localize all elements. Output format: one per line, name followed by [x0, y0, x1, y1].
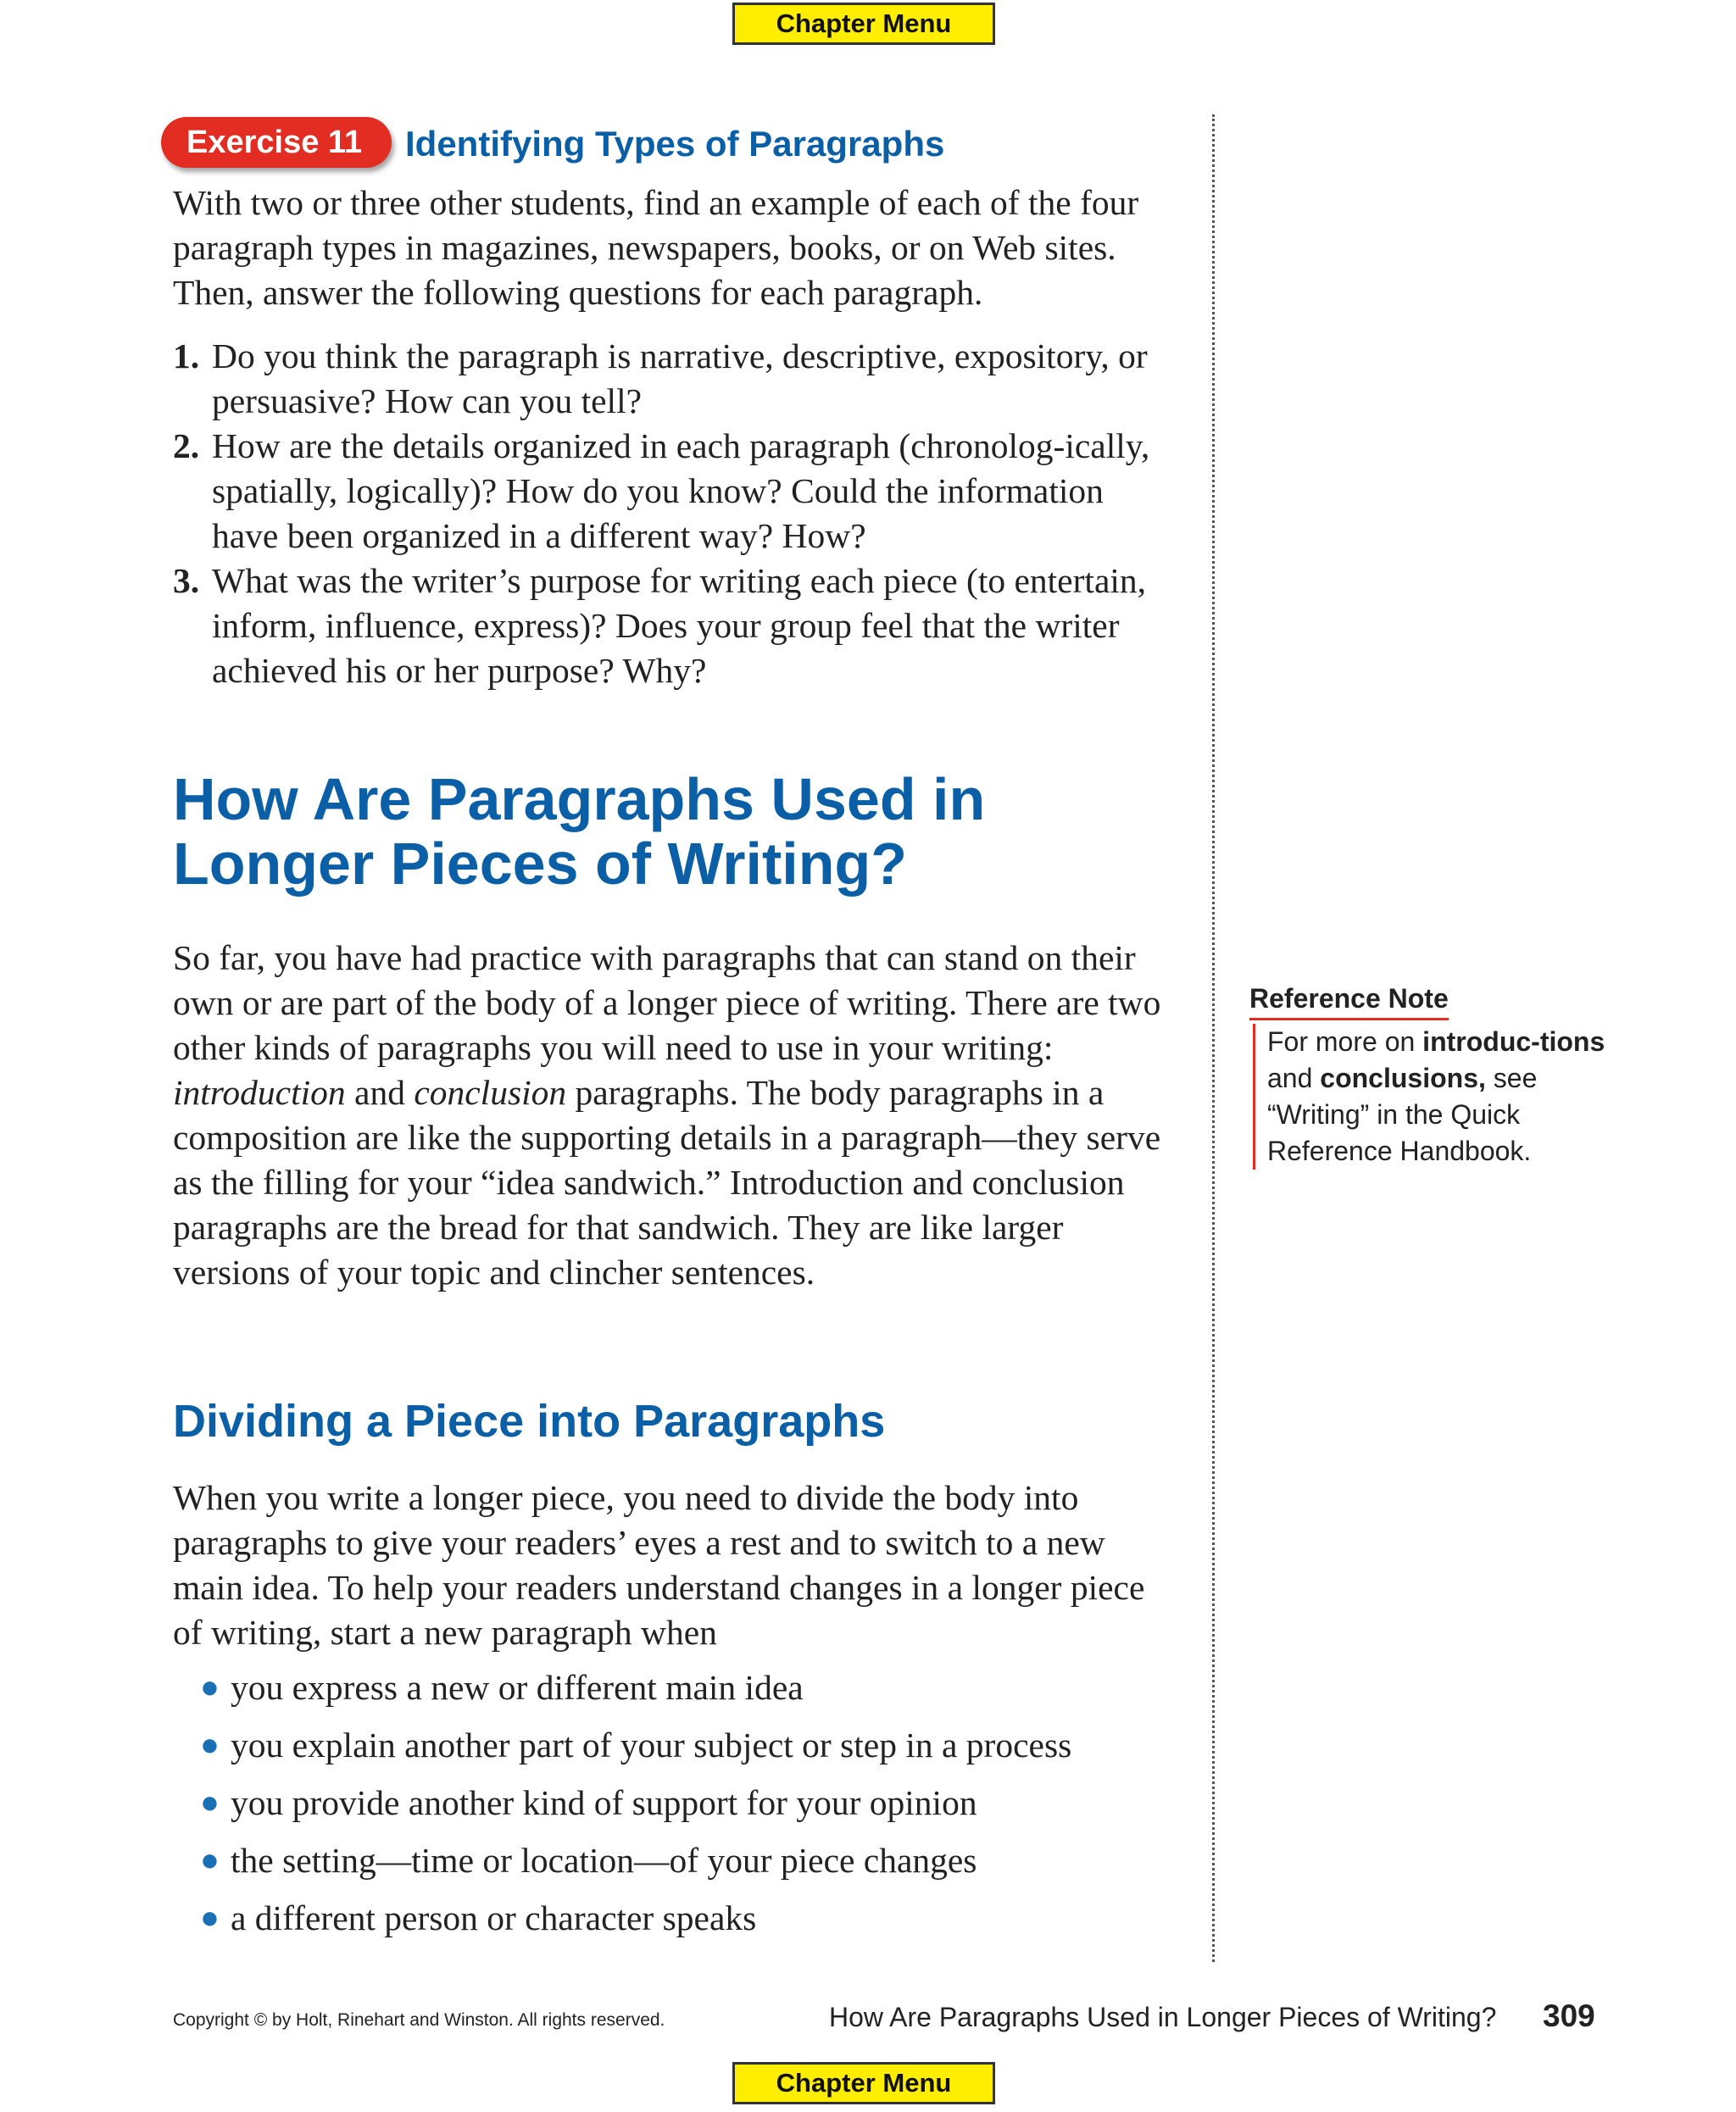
- bullet-text: the setting—time or location—of your piece changes: [231, 1841, 977, 1880]
- page-number: 309: [1543, 1998, 1595, 2033]
- bullet-text: you express a new or different main idea: [231, 1668, 804, 1707]
- reference-text: see “Writing” in the Quick Reference Handbook.: [1267, 1063, 1538, 1166]
- exercise-title: Identifying Types of Paragraphs: [405, 124, 945, 164]
- section-heading: How Are Paragraphs Used in Longer Pieces of Writing?: [173, 766, 986, 897]
- exercise-question-1: [173, 334, 1170, 424]
- chapter-menu-button-bottom[interactable]: Chapter Menu: [732, 2062, 995, 2104]
- reference-note-body: [1253, 1024, 1623, 1170]
- exercise-badge: Exercise 11: [161, 117, 392, 168]
- subsection-intro: When you write a longer piece, you need to divide the body into paragraphs to give your readers’ eyes a rest and to switch to a new main idea. To help your readers understand changes in a longer piece of writing, start a new paragraph when: [173, 1478, 1145, 1652]
- bullet-icon: ●: [200, 1842, 220, 1878]
- question-number: 1.: [173, 336, 200, 375]
- bullet-item: [200, 1838, 1175, 1883]
- term-introduction: introduction: [173, 1073, 346, 1112]
- question-text: What was the writer’s purpose for writing each piece (to entertain, inform, influence, express)? Does your group feel that the writer achieved his or her purpose? Why?: [212, 561, 1147, 690]
- question-number: 2.: [173, 426, 200, 465]
- paragraph-text: paragraphs. The body paragraphs in a composition are like the supporting details in a paragraph—they serve as the filling for your “idea sandwich.” Introduction and conclusion paragraphs are the bread for that sandwich. They are like larger versions of your topic and clincher sentences.: [173, 1073, 1161, 1292]
- reference-term: conclusions,: [1320, 1063, 1486, 1093]
- term-conclusion: conclusion: [414, 1073, 567, 1112]
- paragraph-text: So far, you have had practice with paragraphs that can stand on their own or are part of the body of a longer piece of writing. There are two other kinds of paragraphs you will need to use in your writing:: [173, 938, 1161, 1067]
- bullet-item: [200, 1781, 1175, 1826]
- bullet-text: you explain another part of your subject or step in a process: [231, 1726, 1072, 1765]
- reference-text: and: [1267, 1063, 1321, 1093]
- bullet-icon: ●: [200, 1670, 220, 1705]
- reference-note-title: Reference Note: [1249, 983, 1449, 1020]
- bullet-text: a different person or character speaks: [231, 1898, 757, 1937]
- exercise-question-2: [173, 424, 1170, 559]
- exercise-intro: With two or three other students, find an example of each of the four paragraph types in magazines, newspapers, books, or on Web sites. Then, answer the following questions for each paragraph.: [173, 183, 1139, 312]
- paragraph-text: and: [345, 1073, 415, 1112]
- reference-text: For more on: [1267, 1026, 1423, 1057]
- reference-term: introduc-tions: [1422, 1026, 1605, 1057]
- question-number: 3.: [173, 561, 200, 600]
- running-title: How Are Paragraphs Used in Longer Pieces of Writing?: [829, 2002, 1497, 2032]
- exercise-question-3: [173, 559, 1170, 693]
- question-text: Do you think the paragraph is narrative, descriptive, expository, or persuasive? How can you tell?: [212, 336, 1148, 420]
- column-divider: [1212, 114, 1215, 1962]
- bullet-item: [200, 1665, 1175, 1710]
- section-paragraph: [173, 936, 1170, 1295]
- bullet-item: [200, 1723, 1175, 1768]
- chapter-menu-button-top[interactable]: Chapter Menu: [732, 3, 995, 45]
- subsection-heading: Dividing a Piece into Paragraphs: [173, 1396, 886, 1447]
- bullet-text: you provide another kind of support for your opinion: [231, 1783, 977, 1822]
- bullet-item: [200, 1896, 1175, 1941]
- bullet-icon: ●: [200, 1785, 220, 1820]
- bullet-icon: ●: [200, 1900, 220, 1936]
- bullet-icon: ●: [200, 1727, 220, 1763]
- question-text: How are the details organized in each paragraph (chronolog-ically, spatially, logically)? How do you know? Could the information have been organized in a different way? How?: [212, 426, 1150, 555]
- copyright-notice: Copyright © by Holt, Rinehart and Winston. All rights reserved.: [173, 2010, 665, 2030]
